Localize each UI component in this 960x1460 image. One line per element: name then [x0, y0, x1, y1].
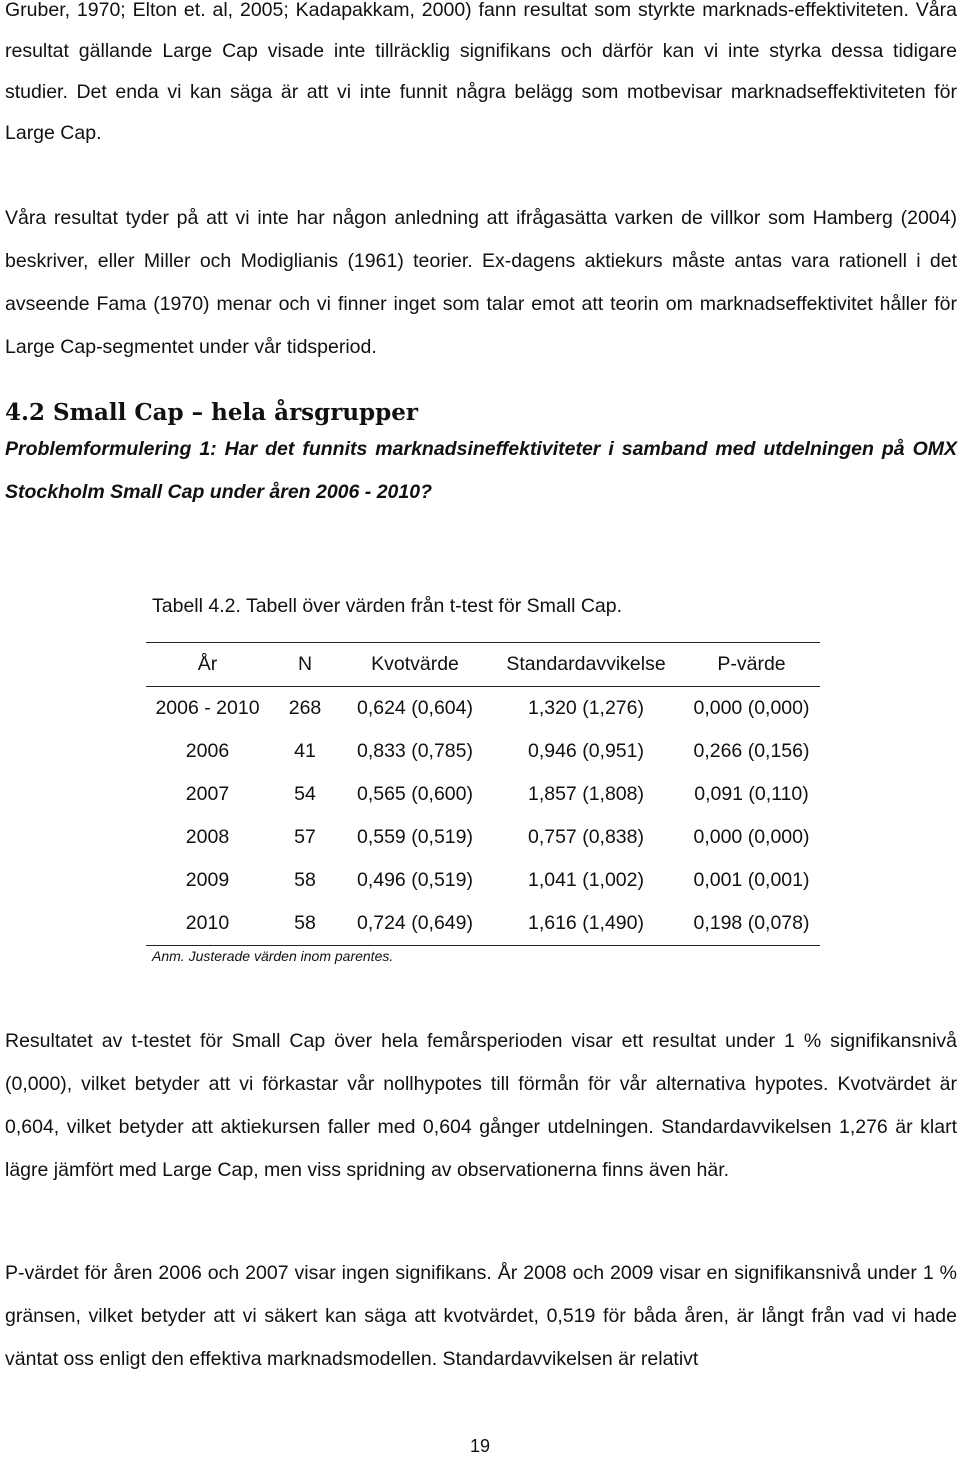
table-cell: 0,565 (0,600) [356, 783, 473, 805]
table-cell: 2009 [185, 869, 230, 891]
table-cell: 268 [288, 697, 322, 719]
table-cell: 0,000 (0,000) [693, 697, 810, 719]
table-row [146, 730, 820, 773]
table-cell: 0,946 (0,951) [527, 740, 644, 762]
table-cell: 1,857 (1,808) [527, 783, 644, 805]
ttest-table [146, 642, 820, 946]
table-cell: 0,000 (0,000) [693, 826, 810, 848]
table-row [146, 902, 820, 946]
problem-statement: Problemformulering 1: Har det funnits marknadsineffektiviteter i samband med utdelningen på OMX Stockholm Small Cap under åren 2006 - 2010? [5, 438, 957, 503]
column-header: Kvotvärde [371, 653, 459, 675]
column-header: P-värde [717, 653, 786, 675]
table-cell: 58 [294, 869, 316, 891]
table-cell: 57 [294, 826, 316, 848]
table-row [146, 859, 820, 902]
column-header: N [297, 653, 313, 675]
table-cell: 54 [294, 783, 316, 805]
table-cell: 2006 - 2010 [155, 697, 260, 719]
table-cell: 0,757 (0,838) [527, 826, 644, 848]
table-header-row [146, 643, 820, 687]
table-row [146, 773, 820, 816]
column-header: Standardavvikelse [506, 653, 666, 675]
table-row [146, 816, 820, 859]
column-header: År [197, 653, 218, 675]
pvalue-paragraph: P-värdet för åren 2006 och 2007 visar ingen signifikans. År 2008 och 2009 visar en signifikansnivå under 1 % gränsen, vilket betyder att vi säkert kan säga att kvotvärdet, 0,519 för båda åren, är långt från vad vi hade väntat oss enligt den effektiva marknadsmodellen. Standardavvikelsen är relativt [5, 1262, 957, 1370]
table-cell: 0,091 (0,110) [694, 783, 809, 805]
table-cell: 0,266 (0,156) [693, 740, 810, 762]
table-cell: 41 [294, 740, 316, 762]
table-cell: 1,041 (1,002) [527, 869, 644, 891]
table-cell: 0,198 (0,078) [693, 912, 810, 934]
table-cell: 58 [294, 912, 316, 934]
table-cell: 0,724 (0,649) [356, 912, 473, 934]
results-paragraph: Våra resultat tyder på att vi inte har någon anledning att ifrågasätta varken de villkor som Hamberg (2004) beskriver, eller Miller och Modiglianis (1961) teorier. Ex-dagens aktiekurs måste antas vara rationell i det avseende Fama (1970) menar och vi finner inget som talar emot att teorin om marknadseffektivitet håller för Large Cap-segmentet under vår tidsperiod. [5, 207, 957, 358]
table-cell: 2007 [185, 783, 230, 805]
table-cell: 2006 [185, 740, 230, 762]
table-cell: 2008 [185, 826, 230, 848]
table-row [146, 687, 820, 731]
table-cell: 2010 [185, 912, 230, 934]
table-cell: 1,616 (1,490) [527, 912, 644, 934]
table-cell: 0,624 (0,604) [356, 697, 473, 719]
table-note: Anm. Justerade värden inom parentes. [152, 948, 394, 964]
page-number: 19 [469, 1436, 491, 1456]
analysis-paragraph: Resultatet av t-testet för Small Cap över hela femårsperioden visar ett resultat under 1 % signifikansnivå (0,000), vilket betyder att vi förkastar vår nollhypotes till förmån för vår alternativa hypotes. Kvotvärdet är 0,604, vilket betyder att aktiekursen faller med 0,604 gånger utdelningen. Standardavvikelsen 1,276 är klart lägre jämfört med Large Cap, men viss spridning av observationerna finns även här. [5, 1030, 957, 1181]
table-cell: 0,559 (0,519) [356, 826, 473, 848]
table-cell: 0,496 (0,519) [356, 869, 473, 891]
intro-paragraph: Gruber, 1970; Elton et. al, 2005; Kadapakkam, 2000) fann resultat som styrkte marknads-effektiviteten. Våra resultat gällande Large Cap visade inte tillräcklig signifikans och därför kan vi inte styrka dessa tidigare studier. Det enda vi kan säga är att vi inte funnit några belägg som motbevisar marknadseffektiviteten för Large Cap. [5, 0, 957, 144]
table-cell: 0,001 (0,001) [693, 869, 810, 891]
table-cell: 1,320 (1,276) [527, 697, 644, 719]
table-cell: 0,833 (0,785) [356, 740, 473, 762]
section-heading: 4.2 Small Cap – hela årsgrupper [5, 399, 418, 426]
table-caption: Tabell 4.2. Tabell över värden från t-test för Small Cap. [152, 595, 623, 617]
